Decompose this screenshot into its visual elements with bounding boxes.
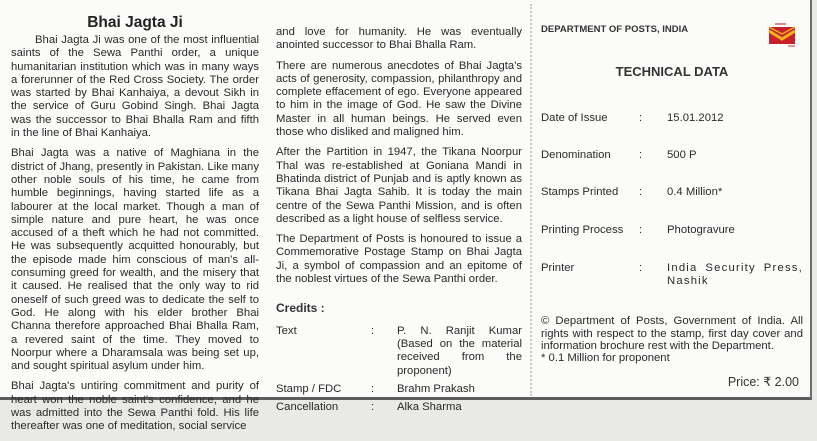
tech-value: Photogravure bbox=[667, 224, 735, 236]
article-paragraph: Bhai Jagta was a native of Maghiana in the district of Jhang, presently in Pakistan. Like many other noble souls of his time, he came from humble beginnings, having started life as a labourer at the local market. Though a man of simple nature and pure heart, he was once accused of a theft which he had not committed. He was subsequently acquitted honourably, but the episode made him conscious of man's all-consuming greed for wealth, and the misery that it caused. He realised that the only way to rid oneself of such greed was to dedicate the self to God. He along with his elder brother Bhai Channa therefore approached Bhai Bhalla Ram, a revered saint of the time. They moved to Noorpur where a Dharamsala was being set up, and sought spiritual asylum under him. bbox=[11, 147, 259, 373]
article-column-2 bbox=[276, 26, 522, 419]
article-column-1 bbox=[11, 14, 259, 441]
credits-heading: Credits : bbox=[276, 301, 325, 316]
india-post-logo-icon bbox=[766, 22, 798, 50]
credit-separator: : bbox=[371, 324, 375, 337]
copyright-notice: © Department of Posts, Government of India. All rights with respect to the stamp, first day cover and information brochure rest with the Department. bbox=[541, 315, 803, 352]
tech-label: Date of Issue bbox=[541, 112, 608, 124]
credit-label: Text bbox=[276, 324, 297, 337]
footnote: * 0.1 Million for proponent bbox=[541, 352, 670, 364]
article-title: Bhai Jagta Ji bbox=[87, 14, 183, 31]
article-paragraph: Bhai Jagta's untiring commitment and purity of heart won the noble saint's confidence, and he was admitted into the Sewa Panthi fold. His life thereafter was one of meditation, social service bbox=[11, 380, 259, 433]
tech-separator: : bbox=[639, 262, 643, 274]
tech-separator: : bbox=[639, 224, 643, 236]
tech-label: Denomination bbox=[541, 149, 611, 161]
article-paragraph: and love for humanity. He was eventually anointed successor to Bhai Bhalla Ram. bbox=[276, 26, 522, 52]
department-name: DEPARTMENT OF POSTS, INDIA bbox=[541, 24, 689, 35]
tech-value: India Security Press, Nashik bbox=[667, 262, 803, 287]
article-paragraph: There are numerous anecdotes of Bhai Jagta's acts of generosity, compassion, philanthropy and complete effacement of ego. Everyone appeared to him in the image of God. He saw the Divine Master in all human beings. He served even those who disliked and maligned him. bbox=[276, 59, 522, 139]
tech-row-stamps-printed bbox=[541, 186, 803, 199]
tech-row-printing-process bbox=[541, 224, 803, 237]
tech-separator: : bbox=[639, 186, 643, 198]
tech-label: Printing Process bbox=[541, 224, 624, 236]
tech-row-printer bbox=[541, 262, 803, 288]
credit-row-text bbox=[276, 325, 522, 378]
article-paragraph: Bhai Jagta Ji was one of the most influential saints of the Sewa Panthi order, a unique humanitarian institution which was in many ways a forerunner of the Red Cross Society. The order was started by Bhai Kanhaiya, a devout Sikh in the service of Guru Gobind Singh. Bhai Jagta was the successor to Bhai Bhalla Ram and fifth in the line of Bhai Kanhaiya. bbox=[11, 34, 259, 140]
tech-row-denomination bbox=[541, 149, 803, 162]
credit-value: Alka Sharma bbox=[397, 401, 462, 414]
dotted-fold-line bbox=[530, 4, 532, 396]
tech-row-date-of-issue bbox=[541, 112, 803, 125]
credit-row-stamp-fdc bbox=[276, 383, 522, 396]
tech-label: Printer bbox=[541, 262, 575, 274]
tech-value: 500 P bbox=[667, 149, 697, 161]
tech-value: 0.4 Million* bbox=[667, 186, 723, 198]
article-paragraph: After the Partition in 1947, the Tikana Noorpur Thal was re-established at Goniana Mandi in Bhatinda district of Punjab and is aptly known as Tikana Bhai Jagta Sahib. It is today the main centre of the Sewa Panthi Mission, and is often described as a light house of selfless service. bbox=[276, 146, 522, 225]
credit-label: Cancellation bbox=[276, 401, 339, 414]
price-label: Price: ₹ 2.00 bbox=[727, 375, 799, 389]
credit-separator: : bbox=[371, 382, 375, 395]
credit-value: P. N. Ranjit Kumar (Based on the material received from the proponent) bbox=[397, 324, 522, 377]
credit-label: Stamp / FDC bbox=[276, 382, 342, 395]
tech-separator: : bbox=[639, 149, 643, 161]
tech-label: Stamps Printed bbox=[541, 186, 619, 198]
credit-separator: : bbox=[371, 401, 375, 414]
tech-separator: : bbox=[639, 112, 643, 124]
credit-value: Brahm Prakash bbox=[397, 382, 475, 395]
technical-data-title: TECHNICAL DATA bbox=[615, 64, 729, 79]
credit-row-cancellation bbox=[276, 401, 522, 414]
article-paragraph: The Department of Posts is honoured to issue a Commemorative Postage Stamp on Bhai Jagta Ji, a symbol of compassion and an epitome of the noblest virtues of the Sewa Panthi order. bbox=[276, 233, 522, 286]
tech-value: 15.01.2012 bbox=[667, 112, 724, 124]
